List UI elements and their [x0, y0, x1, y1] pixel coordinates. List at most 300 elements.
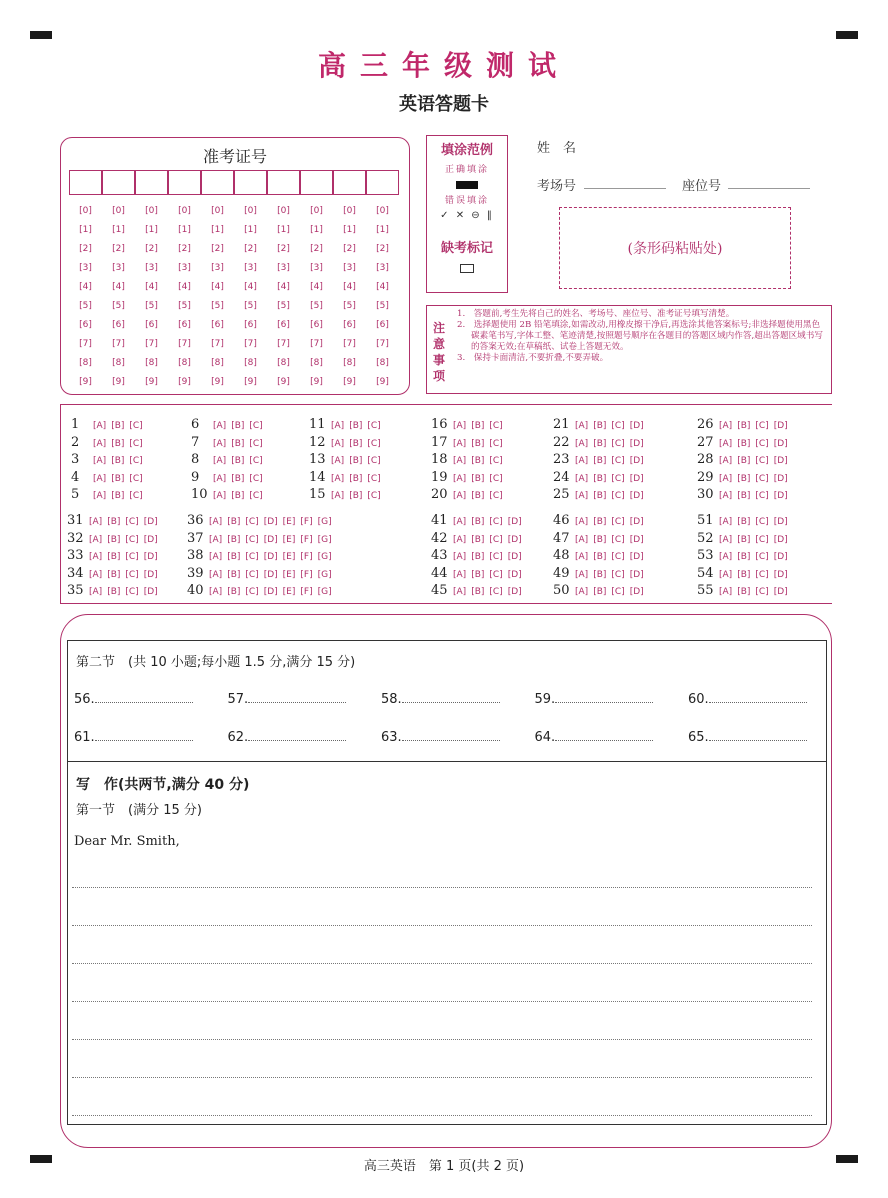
fill-blank-line[interactable]: [555, 691, 653, 703]
exam-room-field[interactable]: [584, 188, 666, 189]
option-bubble[interactable]: [B]: [111, 473, 125, 484]
option-bubble[interactable]: [A]: [453, 552, 467, 562]
option-bubble[interactable]: [C]: [755, 517, 769, 527]
digit-bubble[interactable]: [5]: [244, 301, 257, 311]
option-bubble[interactable]: [D]: [507, 552, 522, 562]
fill-blank-line[interactable]: [95, 691, 193, 703]
seat-field[interactable]: [728, 188, 810, 189]
option-bubble[interactable]: [D]: [143, 552, 158, 562]
digit-bubble[interactable]: [3]: [277, 263, 290, 273]
option-bubble[interactable]: [B]: [349, 421, 363, 431]
option-bubble[interactable]: [B]: [737, 491, 751, 501]
option-bubble[interactable]: [C]: [367, 438, 381, 449]
option-bubble[interactable]: [C]: [755, 421, 769, 431]
option-bubble[interactable]: [B]: [231, 473, 245, 484]
digit-bubble[interactable]: [1]: [145, 225, 158, 235]
option-bubble[interactable]: [B]: [231, 456, 245, 466]
option-bubble[interactable]: [A]: [93, 438, 107, 449]
digit-bubble[interactable]: [5]: [211, 301, 224, 311]
option-bubble[interactable]: [A]: [93, 421, 107, 431]
option-bubble[interactable]: [D]: [507, 569, 522, 580]
digit-bubble[interactable]: [5]: [79, 301, 92, 311]
option-bubble[interactable]: [A]: [453, 517, 467, 527]
option-bubble[interactable]: [C]: [129, 456, 143, 466]
option-bubble[interactable]: [B]: [471, 473, 485, 484]
digit-bubble[interactable]: [3]: [178, 263, 191, 273]
digit-bubble[interactable]: [7]: [145, 339, 158, 349]
digit-bubble[interactable]: [2]: [277, 244, 290, 254]
option-bubble[interactable]: [B]: [349, 491, 363, 501]
digit-bubble[interactable]: [3]: [376, 263, 389, 273]
option-bubble[interactable]: [C]: [611, 569, 625, 580]
option-bubble[interactable]: [C]: [755, 569, 769, 580]
option-bubble[interactable]: [G]: [317, 517, 332, 527]
option-bubble[interactable]: [C]: [125, 587, 139, 597]
option-bubble[interactable]: [D]: [773, 421, 788, 431]
option-bubble[interactable]: [C]: [611, 421, 625, 431]
digit-bubble[interactable]: [4]: [112, 282, 125, 292]
option-bubble[interactable]: [A]: [719, 552, 733, 562]
digit-bubble[interactable]: [1]: [343, 225, 356, 235]
digit-bubble[interactable]: [7]: [310, 339, 323, 349]
digit-bubble[interactable]: [5]: [178, 301, 191, 311]
digit-bubble[interactable]: [7]: [277, 339, 290, 349]
digit-bubble[interactable]: [1]: [79, 225, 92, 235]
digit-bubble[interactable]: [3]: [145, 263, 158, 273]
digit-bubble[interactable]: [0]: [112, 206, 125, 216]
option-bubble[interactable]: [B]: [471, 569, 485, 580]
option-bubble[interactable]: [A]: [453, 491, 467, 501]
option-bubble[interactable]: [A]: [719, 517, 733, 527]
digit-bubble[interactable]: [4]: [376, 282, 389, 292]
option-bubble[interactable]: [A]: [453, 587, 467, 597]
digit-bubble[interactable]: [7]: [376, 339, 389, 349]
option-bubble[interactable]: [A]: [575, 421, 589, 431]
digit-bubble[interactable]: [0]: [178, 206, 191, 216]
option-bubble[interactable]: [C]: [125, 534, 139, 545]
option-bubble[interactable]: [B]: [737, 456, 751, 466]
option-bubble[interactable]: [C]: [489, 456, 503, 466]
digit-bubble[interactable]: [9]: [79, 377, 92, 387]
option-bubble[interactable]: [E]: [282, 534, 296, 545]
writing-line[interactable]: [72, 925, 812, 926]
digit-bubble[interactable]: [4]: [244, 282, 257, 292]
option-bubble[interactable]: [C]: [245, 552, 259, 562]
option-bubble[interactable]: [A]: [719, 491, 733, 501]
option-bubble[interactable]: [C]: [755, 438, 769, 449]
option-bubble[interactable]: [C]: [611, 587, 625, 597]
digit-bubble[interactable]: [8]: [145, 358, 158, 368]
admission-number-cell[interactable]: [69, 170, 102, 195]
option-bubble[interactable]: [D]: [773, 552, 788, 562]
digit-bubble[interactable]: [1]: [211, 225, 224, 235]
fill-blank-line[interactable]: [555, 729, 653, 741]
option-bubble[interactable]: [B]: [227, 587, 241, 597]
digit-bubble[interactable]: [9]: [244, 377, 257, 387]
option-bubble[interactable]: [B]: [593, 456, 607, 466]
option-bubble[interactable]: [B]: [227, 569, 241, 580]
option-bubble[interactable]: [A]: [209, 517, 223, 527]
option-bubble[interactable]: [C]: [489, 473, 503, 484]
digit-bubble[interactable]: [9]: [211, 377, 224, 387]
option-bubble[interactable]: [B]: [737, 517, 751, 527]
digit-bubble[interactable]: [9]: [145, 377, 158, 387]
option-bubble[interactable]: [D]: [263, 587, 278, 597]
option-bubble[interactable]: [A]: [209, 569, 223, 580]
option-bubble[interactable]: [B]: [471, 456, 485, 466]
option-bubble[interactable]: [A]: [453, 569, 467, 580]
digit-bubble[interactable]: [9]: [178, 377, 191, 387]
digit-bubble[interactable]: [8]: [178, 358, 191, 368]
option-bubble[interactable]: [C]: [245, 534, 259, 545]
option-bubble[interactable]: [C]: [125, 517, 139, 527]
digit-bubble[interactable]: [0]: [211, 206, 224, 216]
option-bubble[interactable]: [B]: [111, 491, 125, 501]
option-bubble[interactable]: [C]: [611, 552, 625, 562]
fill-blank-line[interactable]: [248, 729, 346, 741]
digit-bubble[interactable]: [2]: [376, 244, 389, 254]
option-bubble[interactable]: [A]: [719, 438, 733, 449]
option-bubble[interactable]: [D]: [629, 421, 644, 431]
option-bubble[interactable]: [C]: [367, 491, 381, 501]
writing-line[interactable]: [72, 1001, 812, 1002]
digit-bubble[interactable]: [6]: [145, 320, 158, 330]
digit-bubble[interactable]: [0]: [376, 206, 389, 216]
option-bubble[interactable]: [A]: [89, 552, 103, 562]
option-bubble[interactable]: [C]: [125, 552, 139, 562]
option-bubble[interactable]: [C]: [249, 473, 263, 484]
digit-bubble[interactable]: [1]: [112, 225, 125, 235]
option-bubble[interactable]: [C]: [129, 473, 143, 484]
option-bubble[interactable]: [D]: [773, 587, 788, 597]
option-bubble[interactable]: [A]: [453, 456, 467, 466]
option-bubble[interactable]: [B]: [471, 491, 485, 501]
digit-bubble[interactable]: [8]: [211, 358, 224, 368]
writing-line[interactable]: [72, 887, 812, 888]
option-bubble[interactable]: [B]: [737, 473, 751, 484]
option-bubble[interactable]: [E]: [282, 517, 296, 527]
option-bubble[interactable]: [C]: [489, 552, 503, 562]
option-bubble[interactable]: [D]: [629, 569, 644, 580]
option-bubble[interactable]: [B]: [349, 456, 363, 466]
option-bubble[interactable]: [E]: [282, 552, 296, 562]
digit-bubble[interactable]: [7]: [112, 339, 125, 349]
digit-bubble[interactable]: [4]: [310, 282, 323, 292]
digit-bubble[interactable]: [2]: [211, 244, 224, 254]
option-bubble[interactable]: [E]: [282, 587, 296, 597]
digit-bubble[interactable]: [2]: [145, 244, 158, 254]
option-bubble[interactable]: [B]: [111, 456, 125, 466]
option-bubble[interactable]: [C]: [249, 438, 263, 449]
writing-line[interactable]: [72, 1115, 812, 1116]
option-bubble[interactable]: [C]: [755, 456, 769, 466]
digit-bubble[interactable]: [3]: [211, 263, 224, 273]
option-bubble[interactable]: [E]: [282, 569, 296, 580]
option-bubble[interactable]: [C]: [611, 438, 625, 449]
admission-number-cell[interactable]: [300, 170, 333, 195]
digit-bubble[interactable]: [8]: [112, 358, 125, 368]
option-bubble[interactable]: [A]: [575, 569, 589, 580]
absent-mark-checkbox[interactable]: [460, 264, 474, 273]
option-bubble[interactable]: [D]: [629, 534, 644, 545]
digit-bubble[interactable]: [2]: [310, 244, 323, 254]
digit-bubble[interactable]: [8]: [343, 358, 356, 368]
option-bubble[interactable]: [D]: [143, 587, 158, 597]
option-bubble[interactable]: [A]: [719, 587, 733, 597]
option-bubble[interactable]: [A]: [213, 421, 227, 431]
option-bubble[interactable]: [C]: [129, 491, 143, 501]
option-bubble[interactable]: [C]: [611, 473, 625, 484]
digit-bubble[interactable]: [4]: [343, 282, 356, 292]
option-bubble[interactable]: [A]: [213, 456, 227, 466]
option-bubble[interactable]: [A]: [575, 587, 589, 597]
option-bubble[interactable]: [D]: [263, 569, 278, 580]
option-bubble[interactable]: [B]: [593, 421, 607, 431]
option-bubble[interactable]: [B]: [231, 438, 245, 449]
digit-bubble[interactable]: [6]: [343, 320, 356, 330]
option-bubble[interactable]: [B]: [471, 587, 485, 597]
option-bubble[interactable]: [A]: [331, 421, 345, 431]
digit-bubble[interactable]: [8]: [310, 358, 323, 368]
option-bubble[interactable]: [B]: [349, 438, 363, 449]
option-bubble[interactable]: [B]: [107, 534, 121, 545]
option-bubble[interactable]: [B]: [593, 534, 607, 545]
option-bubble[interactable]: [C]: [249, 421, 263, 431]
option-bubble[interactable]: [A]: [719, 456, 733, 466]
option-bubble[interactable]: [B]: [471, 438, 485, 449]
option-bubble[interactable]: [B]: [227, 517, 241, 527]
option-bubble[interactable]: [C]: [611, 456, 625, 466]
option-bubble[interactable]: [B]: [107, 517, 121, 527]
option-bubble[interactable]: [D]: [773, 456, 788, 466]
option-bubble[interactable]: [D]: [507, 587, 522, 597]
option-bubble[interactable]: [F]: [300, 569, 313, 580]
writing-line[interactable]: [72, 1077, 812, 1078]
option-bubble[interactable]: [B]: [737, 438, 751, 449]
digit-bubble[interactable]: [1]: [277, 225, 290, 235]
option-bubble[interactable]: [C]: [611, 517, 625, 527]
digit-bubble[interactable]: [0]: [343, 206, 356, 216]
fill-blank-line[interactable]: [402, 729, 500, 741]
option-bubble[interactable]: [C]: [367, 421, 381, 431]
digit-bubble[interactable]: [3]: [244, 263, 257, 273]
option-bubble[interactable]: [B]: [737, 587, 751, 597]
digit-bubble[interactable]: [0]: [277, 206, 290, 216]
digit-bubble[interactable]: [3]: [79, 263, 92, 273]
admission-number-cell[interactable]: [267, 170, 300, 195]
digit-bubble[interactable]: [9]: [112, 377, 125, 387]
digit-bubble[interactable]: [4]: [79, 282, 92, 292]
option-bubble[interactable]: [B]: [471, 552, 485, 562]
option-bubble[interactable]: [D]: [773, 569, 788, 580]
option-bubble[interactable]: [B]: [227, 552, 241, 562]
admission-number-cell[interactable]: [135, 170, 168, 195]
admission-number-cell[interactable]: [168, 170, 201, 195]
option-bubble[interactable]: [A]: [575, 491, 589, 501]
option-bubble[interactable]: [B]: [737, 534, 751, 545]
option-bubble[interactable]: [G]: [317, 552, 332, 562]
option-bubble[interactable]: [A]: [213, 438, 227, 449]
digit-bubble[interactable]: [2]: [343, 244, 356, 254]
option-bubble[interactable]: [D]: [773, 438, 788, 449]
option-bubble[interactable]: [B]: [227, 534, 241, 545]
option-bubble[interactable]: [C]: [755, 587, 769, 597]
option-bubble[interactable]: [A]: [575, 517, 589, 527]
option-bubble[interactable]: [B]: [107, 569, 121, 580]
digit-bubble[interactable]: [0]: [79, 206, 92, 216]
option-bubble[interactable]: [A]: [453, 473, 467, 484]
option-bubble[interactable]: [A]: [719, 473, 733, 484]
option-bubble[interactable]: [A]: [213, 473, 227, 484]
option-bubble[interactable]: [D]: [263, 534, 278, 545]
option-bubble[interactable]: [B]: [231, 421, 245, 431]
option-bubble[interactable]: [D]: [773, 491, 788, 501]
digit-bubble[interactable]: [6]: [211, 320, 224, 330]
fill-blank-line[interactable]: [95, 729, 193, 741]
option-bubble[interactable]: [F]: [300, 587, 313, 597]
option-bubble[interactable]: [A]: [93, 456, 107, 466]
digit-bubble[interactable]: [7]: [244, 339, 257, 349]
option-bubble[interactable]: [A]: [93, 491, 107, 501]
admission-number-cell[interactable]: [333, 170, 366, 195]
digit-bubble[interactable]: [0]: [145, 206, 158, 216]
option-bubble[interactable]: [A]: [331, 456, 345, 466]
option-bubble[interactable]: [A]: [575, 456, 589, 466]
option-bubble[interactable]: [A]: [719, 421, 733, 431]
digit-bubble[interactable]: [1]: [310, 225, 323, 235]
option-bubble[interactable]: [A]: [575, 534, 589, 545]
fill-blank-line[interactable]: [402, 691, 500, 703]
digit-bubble[interactable]: [7]: [79, 339, 92, 349]
option-bubble[interactable]: [A]: [89, 517, 103, 527]
option-bubble[interactable]: [C]: [489, 438, 503, 449]
option-bubble[interactable]: [A]: [453, 534, 467, 545]
option-bubble[interactable]: [B]: [593, 517, 607, 527]
option-bubble[interactable]: [B]: [593, 569, 607, 580]
option-bubble[interactable]: [B]: [471, 534, 485, 545]
fill-blank-line[interactable]: [248, 691, 346, 703]
option-bubble[interactable]: [C]: [245, 569, 259, 580]
writing-line[interactable]: [72, 1039, 812, 1040]
digit-bubble[interactable]: [5]: [343, 301, 356, 311]
option-bubble[interactable]: [C]: [755, 473, 769, 484]
option-bubble[interactable]: [C]: [755, 534, 769, 545]
digit-bubble[interactable]: [2]: [244, 244, 257, 254]
digit-bubble[interactable]: [4]: [211, 282, 224, 292]
digit-bubble[interactable]: [1]: [244, 225, 257, 235]
option-bubble[interactable]: [D]: [629, 587, 644, 597]
option-bubble[interactable]: [A]: [575, 552, 589, 562]
option-bubble[interactable]: [B]: [737, 421, 751, 431]
option-bubble[interactable]: [A]: [331, 491, 345, 501]
option-bubble[interactable]: [B]: [593, 587, 607, 597]
option-bubble[interactable]: [C]: [489, 569, 503, 580]
option-bubble[interactable]: [G]: [317, 534, 332, 545]
digit-bubble[interactable]: [5]: [310, 301, 323, 311]
digit-bubble[interactable]: [6]: [244, 320, 257, 330]
option-bubble[interactable]: [B]: [471, 517, 485, 527]
option-bubble[interactable]: [C]: [611, 534, 625, 545]
fill-blank-line[interactable]: [709, 729, 807, 741]
option-bubble[interactable]: [F]: [300, 552, 313, 562]
digit-bubble[interactable]: [2]: [112, 244, 125, 254]
option-bubble[interactable]: [D]: [263, 552, 278, 562]
option-bubble[interactable]: [A]: [89, 569, 103, 580]
option-bubble[interactable]: [F]: [300, 534, 313, 545]
digit-bubble[interactable]: [7]: [178, 339, 191, 349]
digit-bubble[interactable]: [5]: [145, 301, 158, 311]
writing-line[interactable]: [72, 963, 812, 964]
digit-bubble[interactable]: [6]: [112, 320, 125, 330]
option-bubble[interactable]: [G]: [317, 569, 332, 580]
digit-bubble[interactable]: [6]: [376, 320, 389, 330]
option-bubble[interactable]: [C]: [489, 517, 503, 527]
option-bubble[interactable]: [B]: [349, 473, 363, 484]
option-bubble[interactable]: [A]: [209, 534, 223, 545]
digit-bubble[interactable]: [4]: [178, 282, 191, 292]
digit-bubble[interactable]: [6]: [178, 320, 191, 330]
option-bubble[interactable]: [C]: [367, 473, 381, 484]
option-bubble[interactable]: [D]: [507, 534, 522, 545]
digit-bubble[interactable]: [8]: [79, 358, 92, 368]
option-bubble[interactable]: [B]: [737, 569, 751, 580]
option-bubble[interactable]: [D]: [143, 534, 158, 545]
option-bubble[interactable]: [B]: [593, 438, 607, 449]
admission-number-cell[interactable]: [366, 170, 399, 195]
digit-bubble[interactable]: [1]: [376, 225, 389, 235]
digit-bubble[interactable]: [9]: [277, 377, 290, 387]
admission-number-cell[interactable]: [102, 170, 135, 195]
digit-bubble[interactable]: [6]: [277, 320, 290, 330]
digit-bubble[interactable]: [6]: [79, 320, 92, 330]
digit-bubble[interactable]: [9]: [343, 377, 356, 387]
option-bubble[interactable]: [B]: [107, 587, 121, 597]
digit-bubble[interactable]: [8]: [244, 358, 257, 368]
digit-bubble[interactable]: [3]: [310, 263, 323, 273]
option-bubble[interactable]: [D]: [629, 517, 644, 527]
option-bubble[interactable]: [B]: [593, 491, 607, 501]
digit-bubble[interactable]: [2]: [178, 244, 191, 254]
option-bubble[interactable]: [B]: [111, 421, 125, 431]
digit-bubble[interactable]: [8]: [277, 358, 290, 368]
digit-bubble[interactable]: [5]: [112, 301, 125, 311]
option-bubble[interactable]: [D]: [263, 517, 278, 527]
digit-bubble[interactable]: [6]: [310, 320, 323, 330]
digit-bubble[interactable]: [9]: [310, 377, 323, 387]
option-bubble[interactable]: [C]: [129, 421, 143, 431]
option-bubble[interactable]: [C]: [489, 491, 503, 501]
option-bubble[interactable]: [D]: [629, 438, 644, 449]
admission-number-cell[interactable]: [234, 170, 267, 195]
option-bubble[interactable]: [A]: [213, 491, 227, 501]
admission-number-cell[interactable]: [201, 170, 234, 195]
option-bubble[interactable]: [D]: [143, 569, 158, 580]
option-bubble[interactable]: [A]: [89, 534, 103, 545]
option-bubble[interactable]: [F]: [300, 517, 313, 527]
option-bubble[interactable]: [A]: [453, 438, 467, 449]
option-bubble[interactable]: [A]: [575, 438, 589, 449]
option-bubble[interactable]: [A]: [575, 473, 589, 484]
option-bubble[interactable]: [B]: [593, 552, 607, 562]
option-bubble[interactable]: [C]: [245, 587, 259, 597]
option-bubble[interactable]: [C]: [755, 491, 769, 501]
option-bubble[interactable]: [B]: [231, 491, 245, 501]
option-bubble[interactable]: [D]: [629, 552, 644, 562]
digit-bubble[interactable]: [0]: [244, 206, 257, 216]
option-bubble[interactable]: [C]: [489, 421, 503, 431]
option-bubble[interactable]: [D]: [143, 517, 158, 527]
option-bubble[interactable]: [C]: [129, 438, 143, 449]
